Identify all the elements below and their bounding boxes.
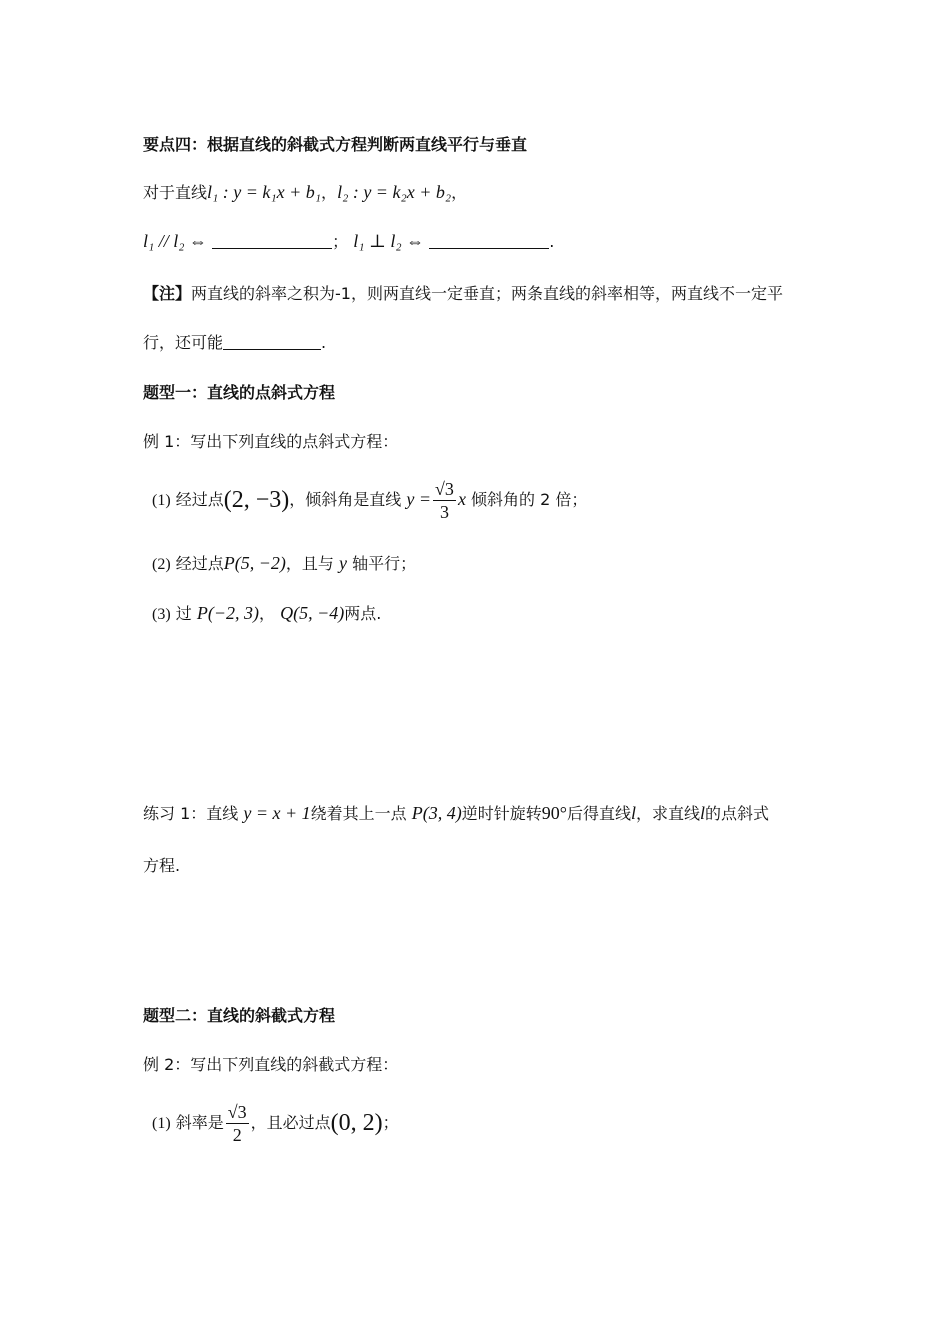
exercise1-line-2: 方程. [143,856,181,875]
item-text: 斜率是 [175,1113,224,1132]
exercise-text: 绕着其上一点 [310,804,407,823]
example2-item-1 [152,1102,399,1145]
line-var: l [630,803,636,823]
example1-item-3 [152,601,381,624]
perp-condition: l₁ ⊥ l₂ ⇔ [353,231,425,251]
section4-intro [143,180,467,203]
l1-equation: l₁ : y = k₁x + b₁ [207,182,322,202]
equation-lhs: y = [406,489,432,509]
item-sep: ， [259,604,276,623]
example1-item-2 [152,551,416,574]
note-line-2 [143,330,326,353]
intro-comma: ， [321,183,338,202]
fraction-denominator: 3 [439,502,449,522]
item-text: 两点. [344,604,382,623]
note-period: . [321,333,327,352]
point-coord: P(5, −2) [223,553,286,573]
note-text-2: 行，还可能 [143,333,224,352]
intro-prefix: 对于直线 [143,183,208,202]
item-text: ，且必过点 [250,1113,331,1132]
exercise-text: ，求直线 [636,804,701,823]
parallel-blank[interactable] [212,232,332,249]
parallel-condition: l₁ // l₂ ⇔ [143,231,208,251]
fraction-numerator: √3 [435,479,454,499]
intro-comma-2: ， [451,183,468,202]
item-text: ，倾斜角是直线 [289,490,402,509]
type1-heading: 题型一：直线的点斜式方程 [143,383,336,402]
item-number: (3) [152,606,171,623]
axis-var: y [339,553,348,573]
line-var-2: l [700,803,706,823]
item-number: (1) [152,492,171,509]
item-text: ； [382,1113,399,1132]
type2-heading: 题型二：直线的斜截式方程 [143,1006,336,1025]
example1-item-1 [152,479,587,522]
rotation-point: P(3, 4) [411,803,462,823]
note-blank[interactable] [223,333,321,350]
point-coord: (2, −3) [223,487,290,513]
item-text: 倾斜角的 2 倍； [471,490,588,509]
l2-equation: l₂ : y = k₂x + b₂ [337,182,452,202]
exercise1-line-1 [143,801,769,824]
item-text: 轴平行； [352,554,417,573]
item-number: (2) [152,556,171,573]
item-text: 经过点 [175,554,224,573]
parallel-perp-line [143,229,554,252]
example1-prompt: 例 1：写出下列直线的点斜式方程： [143,432,399,451]
exercise-text: 后得直线 [566,804,631,823]
fraction-denominator: 2 [232,1125,242,1145]
blank-period: . [549,232,555,251]
exercise-text: 的点斜式 [705,804,770,823]
item-text: ，且与 [285,554,334,573]
equation-var: x [457,489,466,509]
point-p: P(−2, 3) [196,603,259,623]
exercise-text: 逆时针旋转 [461,804,542,823]
perp-blank[interactable] [429,232,549,249]
section4-heading: 要点四：根据直线的斜截式方程判断两直线平行与垂直 [143,135,528,154]
fraction-numerator: √3 [227,1102,247,1122]
sqrt3-over-3-fraction [433,479,456,522]
point-coord: (0, 2) [330,1110,383,1136]
note-label: 【注】 [143,284,192,303]
item-text: 过 [175,604,192,623]
blank-semicolon: ； [332,232,349,251]
item-number: (1) [152,1115,171,1132]
item-text: 经过点 [175,490,224,509]
example2-prompt: 例 2：写出下列直线的斜截式方程： [143,1055,399,1074]
exercise-text: 练习 1：直线 [143,804,239,823]
line-equation: y = x + 1 [243,803,311,823]
note-line-1 [143,281,783,304]
sqrt3-over-2-fraction [226,1102,249,1145]
point-q: Q(5, −4) [280,603,345,623]
rotation-angle: 90° [541,803,567,823]
note-text: 两直线的斜率之积为-1，则两直线一定垂直；两条直线的斜率相等，两直线不一定平 [191,284,783,303]
